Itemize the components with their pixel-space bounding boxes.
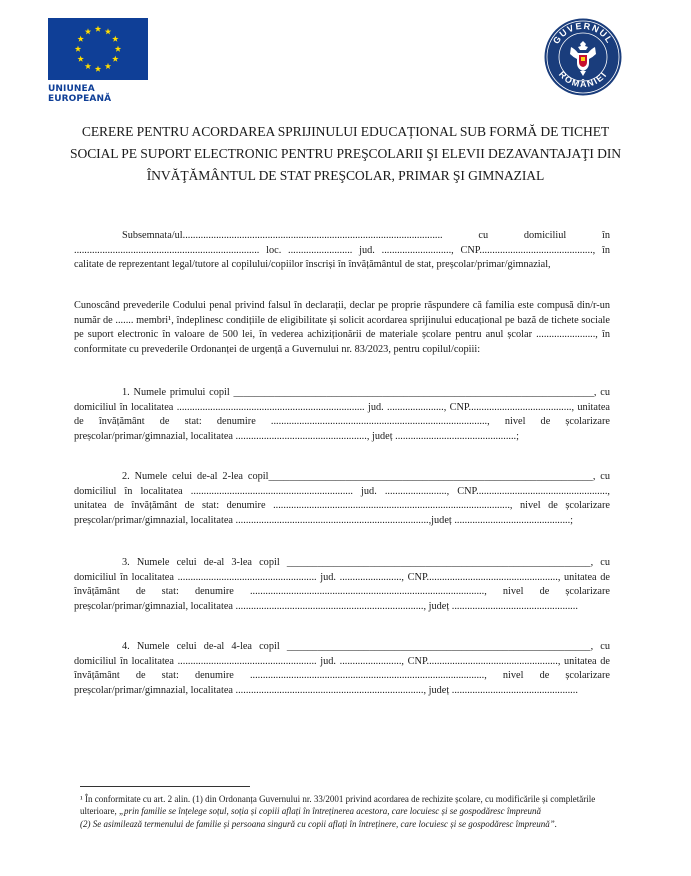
child-2-block xyxy=(74,470,610,528)
document-title: CERERE PENTRU ACORDAREA SPRIJINULUI EDUCAȚIONAL SUB FORMĂ DE TICHET SOCIAL PE SUPORT ELECTRONIC PENTRU PREŞCOLARII ŞI ELEVII DEZAVANTAJAŢI DIN ÎNVĂŢĂMÂNTUL DE STAT PREŞCOLAR, PRIMAR ŞI GIMNAZIAL xyxy=(70,124,621,183)
eu-label: UNIUNEA EUROPEANĂ xyxy=(48,84,112,104)
child-4-block xyxy=(74,640,610,698)
applicant-text: Subsemnata/ul..................................................................................................... cu domiciliul în ........................................................................ loc. ......................... jud. ..........................., CNP............................................, în calitate de reprezentant legal/tutore al copilului/copiilor înscriși în învățământul de stat, preșcolar/primar/gimnazial, xyxy=(74,230,610,271)
romanian-government-emblem-icon xyxy=(543,17,623,97)
declaration-paragraph xyxy=(74,299,610,357)
eu-flag-icon xyxy=(48,18,148,80)
child-3-text: 3. Numele celui de-al 3-lea copil ___________________________________________________________, cu domiciliul în localitatea ...................................................... jud. ........................, CNP..................................................., unitatea de învățământ de stat: denumire ..........................................................................................., nivel de școlarizare preșcolar/primar/gimnazial, localitatea ........................................................................., județ ................................................. xyxy=(74,557,610,612)
applicant-paragraph xyxy=(74,229,610,273)
footnote-separator xyxy=(80,786,250,787)
child-2-text: 2. Numele celui de-al 2-lea copil_______________________________________________________________, cu domiciliul în localitatea ............................................................... jud. ........................, CNP..................................................., unitatea de învățământ de stat: denumire ............................................................................................, nivel de școlarizare preșcolar/primar/gimnazial, localitatea ...........................................................................,județ .............................................; xyxy=(74,471,610,526)
footnote-line1-quote: „prin familie se înțelege soțul, soția și copiii aflați în întreținerea acestora, care locuiesc și se gospodăresc împreună xyxy=(118,806,542,817)
child-1-text: 1. Numele primului copil ______________________________________________________________________, cu domiciliul în localitatea ......................................................................... jud. ......................, CNP........................................, unitatea de învățământ de stat: denumire ...................................................................................., nivel de școlarizare preșcolar/primar/gimnazial, localitatea ..................................................., județ ...............................................; xyxy=(74,387,610,442)
eu-logo xyxy=(48,18,150,104)
footnote xyxy=(80,793,610,830)
footnote-line2: (2) Se asimilează termenului de familie și persoana singură cu copii aflați în întreținere, care locuiesc și se gospodăresc împreună”. xyxy=(80,818,558,829)
child-1-block xyxy=(74,386,610,444)
footnote-line1: ¹ În conformitate cu art. 2 alin. (1) din Ordonanța Guvernului nr. 33/2001 privind acordarea de rechizite școlare, cu modificările și completările ulterioare, xyxy=(80,794,596,817)
child-3-block xyxy=(74,556,610,614)
declaration-text: Cunoscând prevederile Codului penal privind falsul în declarații, declar pe proprie răspundere că familia este compusă din/r-un număr de ....... membri¹, îndeplinesc condițiile de eligibilitate și solicit acordarea sprijinului educațional pe bază de tichete sociale pe suport electronic în valoare de 500 lei, în vederea achiziționării de materiale școlare pentru anul școlar ......................., în conformitate cu prevederile Ordonanței de urgență a Guvernului nr. 83/2023, pentru copilul/copiii: xyxy=(74,300,610,355)
emblem-text-top: GUVERNUL xyxy=(550,20,616,46)
child-4-text: 4. Numele celui de-al 4-lea copil ___________________________________________________________, cu domiciliul în localitatea ...................................................... jud. ........................, CNP..................................................., unitatea de învățământ de stat: denumire ..........................................................................................., nivel de școlarizare preșcolar/primar/gimnazial, localitatea ........................................................................., județ ................................................. xyxy=(74,641,610,696)
emblem-text-bottom: ROMÂNIEI xyxy=(556,69,610,90)
